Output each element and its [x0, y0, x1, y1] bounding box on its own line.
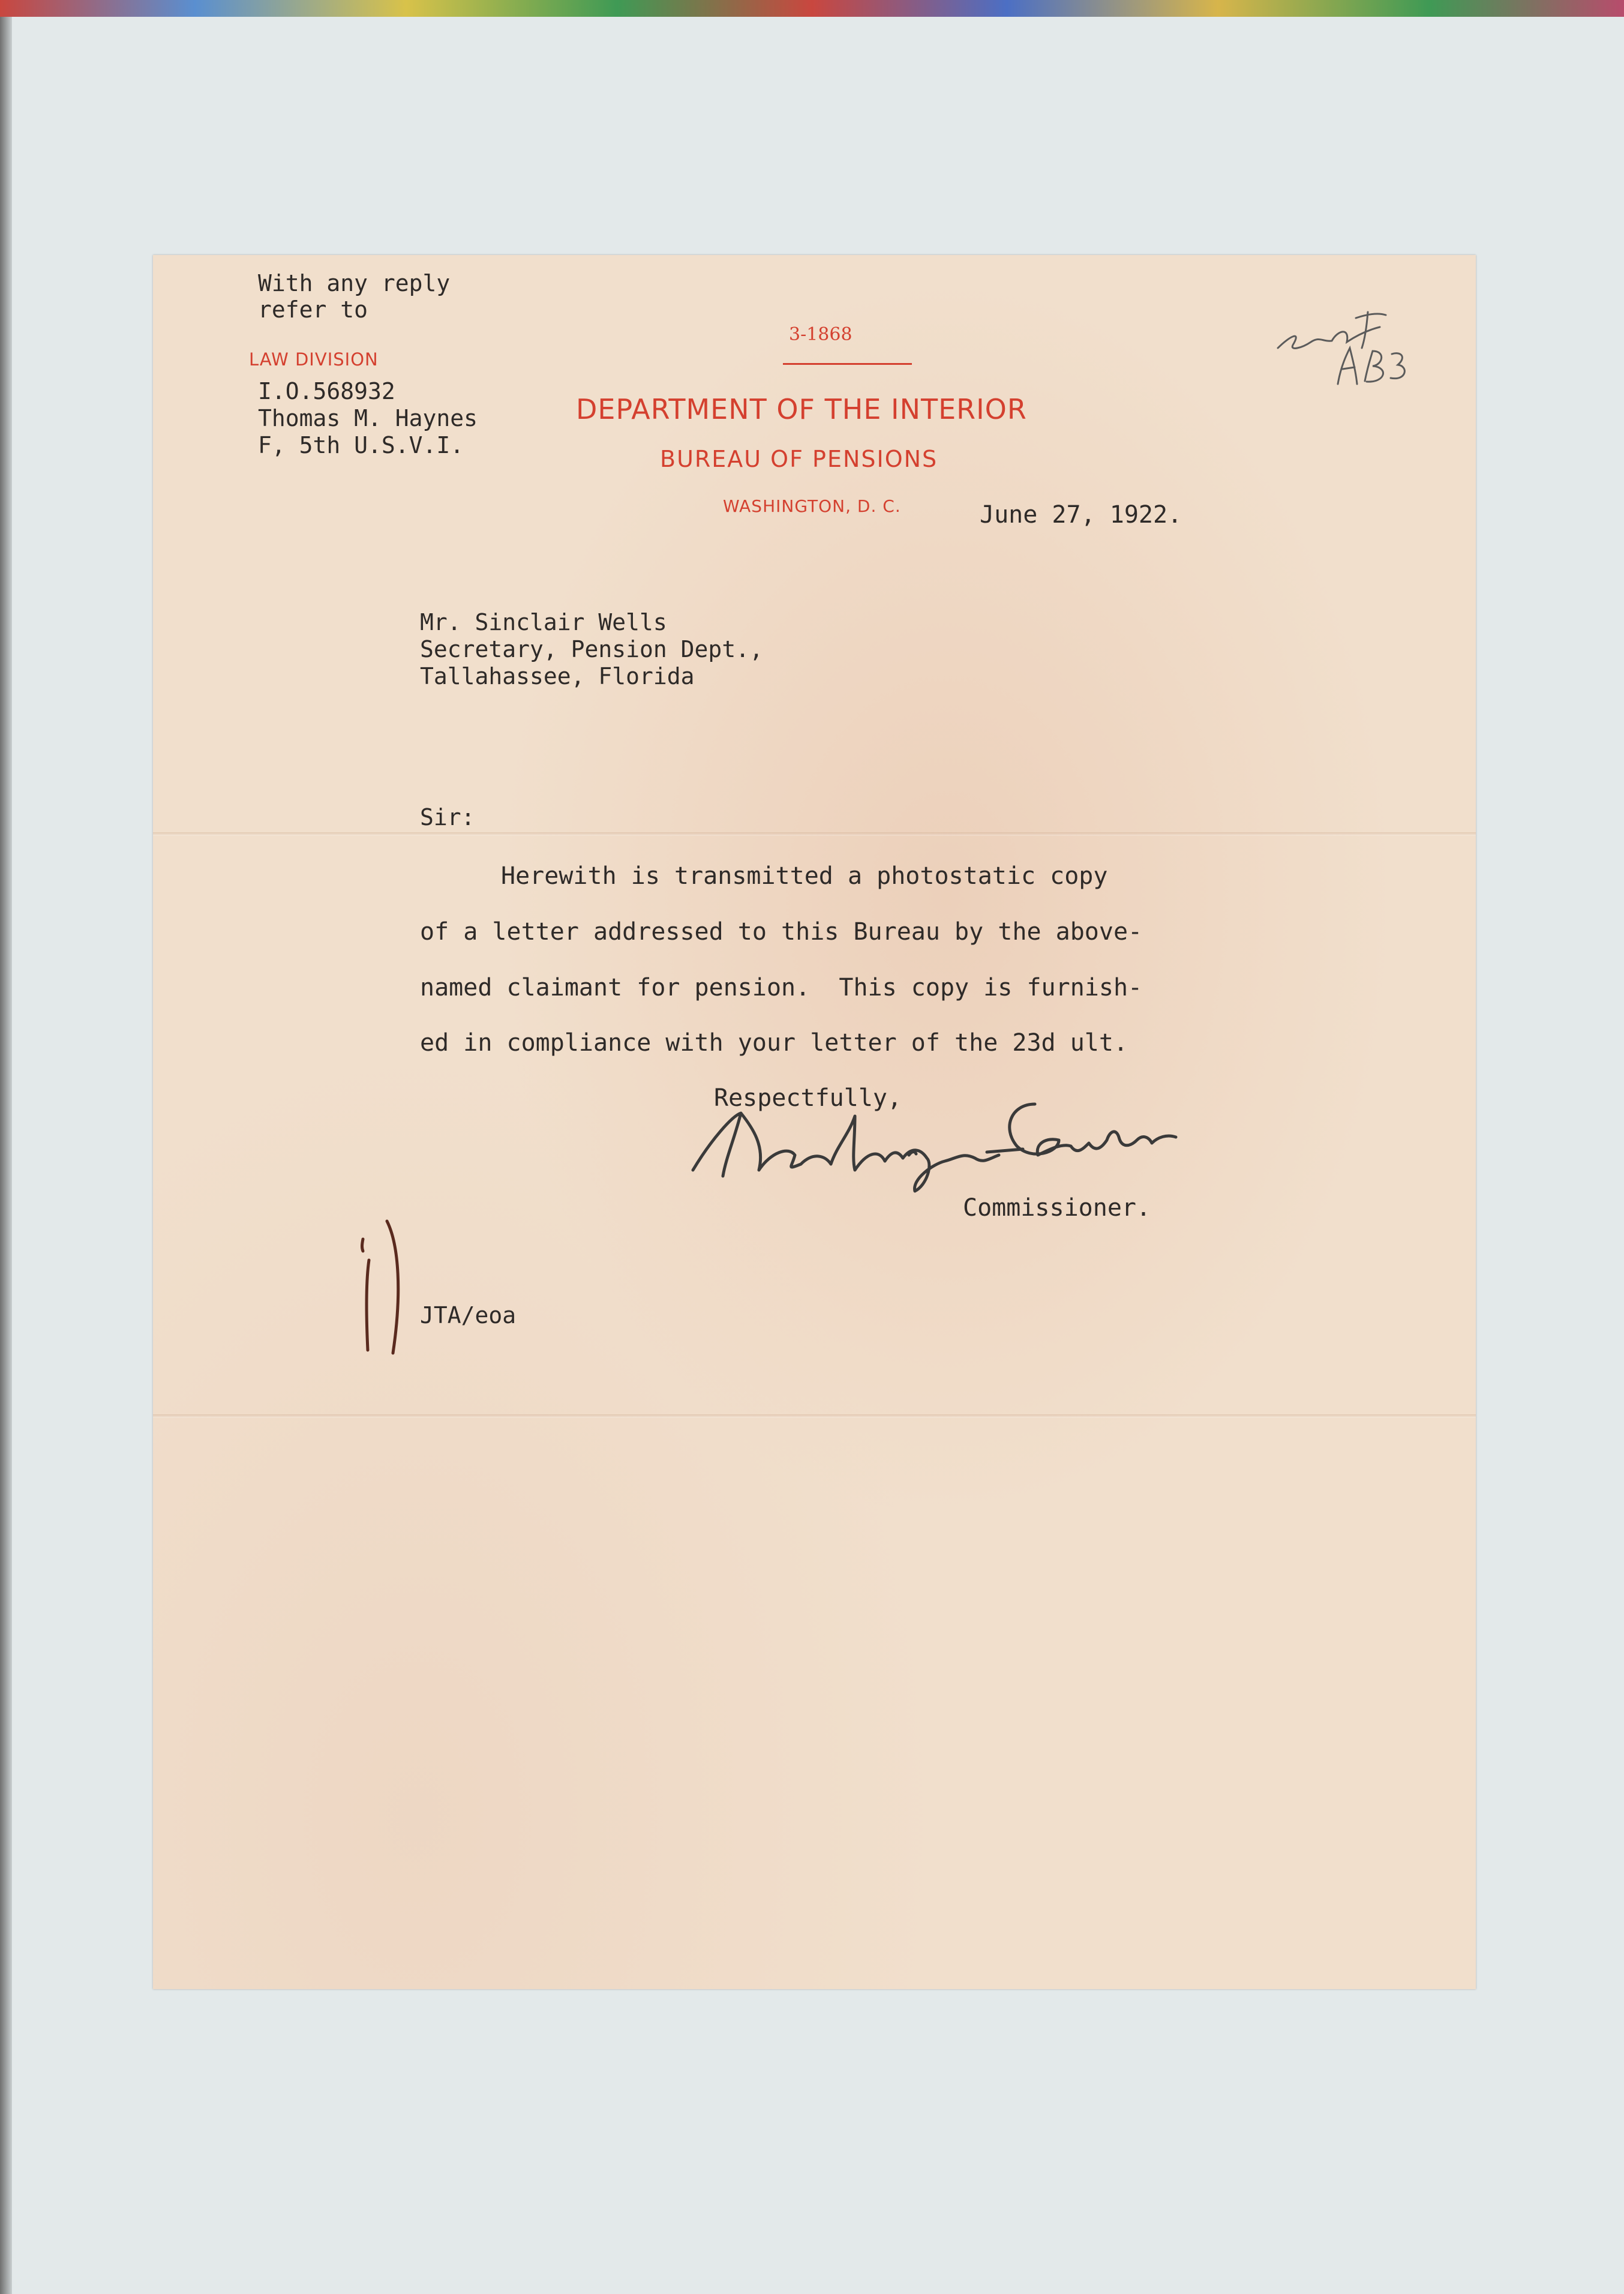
typist-initials: JTA/eoa — [420, 1302, 517, 1329]
fold-crease — [153, 1414, 1476, 1418]
signer-title: Commissioner. — [963, 1194, 1151, 1222]
pencil-notation — [1266, 294, 1410, 387]
division-label: LAW DIVISION — [249, 349, 379, 370]
reply-line: refer to — [258, 296, 368, 323]
handwritten-signature — [675, 1080, 1203, 1200]
ink-bracket-mark — [351, 1215, 429, 1359]
recipient-title: Secretary, Pension Dept., — [420, 636, 763, 662]
department-heading: DEPARTMENT OF THE INTERIOR — [576, 393, 1027, 425]
reply-instruction — [258, 270, 450, 323]
letter-date: June 27, 1922. — [980, 501, 1182, 529]
bureau-heading: BUREAU OF PENSIONS — [660, 446, 938, 472]
body-line: of a letter addressed to this Bureau by the above- — [420, 918, 1143, 946]
reply-line: With any reply — [258, 270, 451, 296]
recipient-city: Tallahassee, Florida — [420, 663, 695, 689]
file-reference — [258, 378, 478, 459]
form-number-rule — [783, 363, 912, 365]
claimant-unit: F, 5th U.S.V.I. — [258, 432, 464, 458]
recipient-address — [420, 609, 763, 690]
scan-color-strip — [0, 0, 1624, 17]
location-heading: WASHINGTON, D. C. — [723, 496, 901, 516]
letter-page — [153, 255, 1476, 1989]
recipient-name: Mr. Sinclair Wells — [420, 609, 667, 635]
file-number: I.O.568932 — [258, 378, 395, 404]
closing: Respectfully, — [714, 1084, 902, 1112]
body-line: named claimant for pension. This copy is furnish- — [420, 974, 1143, 1001]
scan-edge — [0, 17, 12, 2294]
claimant-name: Thomas M. Haynes — [258, 405, 478, 431]
fold-crease — [153, 832, 1476, 836]
body-line: ed in compliance with your letter of the 23d ult. — [420, 1029, 1128, 1057]
form-number: 3-1868 — [789, 324, 852, 345]
body-line: Herewith is transmitted a photostatic copy — [501, 862, 1108, 890]
salutation: Sir: — [420, 804, 475, 830]
